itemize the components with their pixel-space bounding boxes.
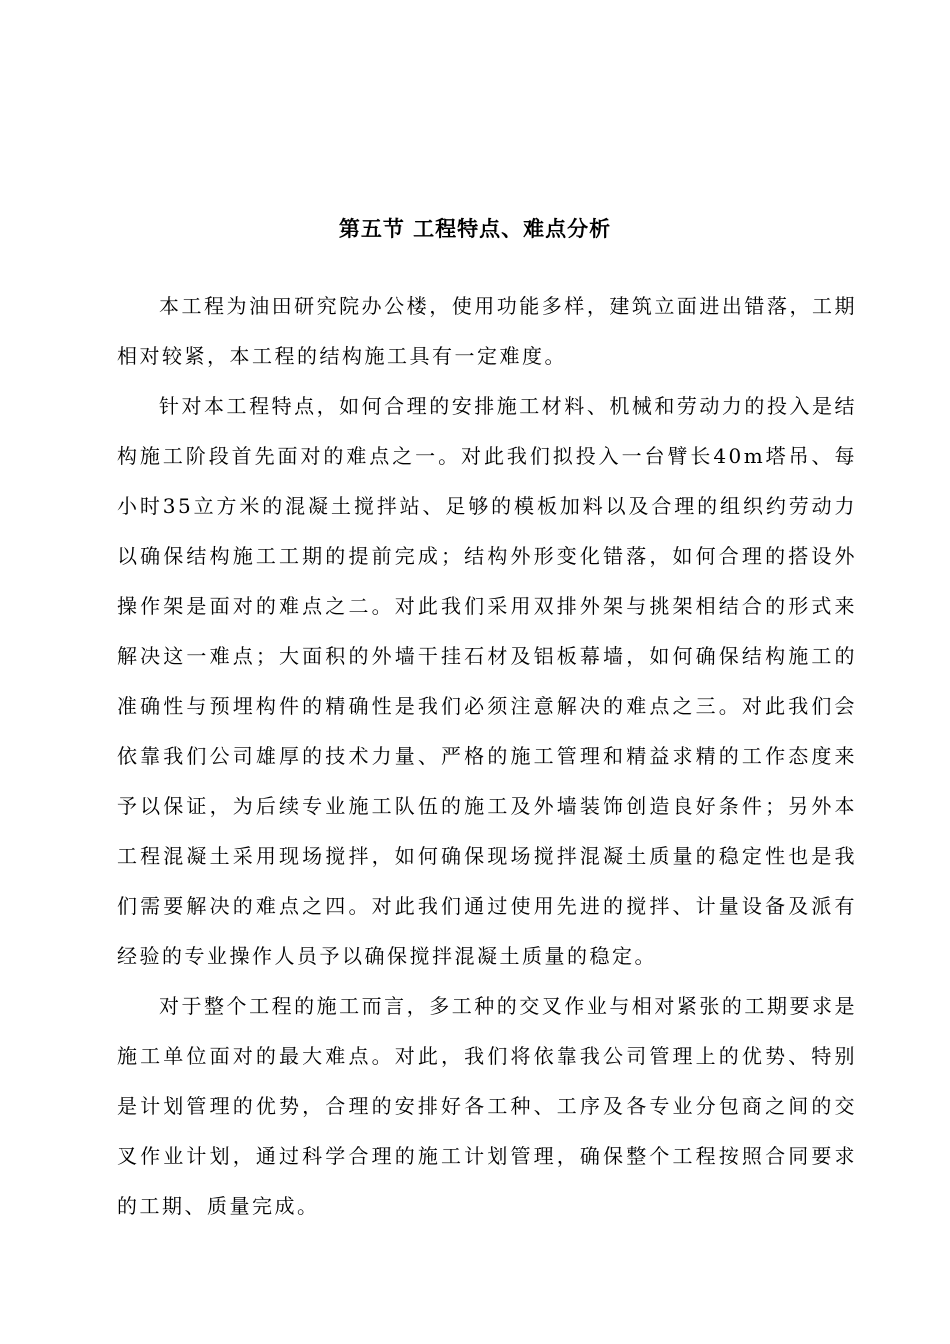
paragraph-project-overview: 本工程为油田研究院办公楼，使用功能多样，建筑立面进出错落，工期相对较紧，本工程的结构施工具有一定难度。 [117,294,857,368]
section-title: 第五节 工程特点、难点分析 [338,217,612,241]
paragraph-difficulties: 针对本工程特点，如何合理的安排施工材料、机械和劳动力的投入是结构施工阶段首先面对的难点之一。对此我们拟投入一台臂长40m塔吊、每小时35立方米的混凝土搅拌站、足够的模板加料以及合理的组织约劳动力以确保结构施工工期的提前完成；结构外形变化错落，如何合理的搭设外操作架是面对的难点之二。对此我们采用双排外架与挑架相结合的形式来解决这一难点；大面积的外墙干挂石材及铝板幕墙，如何确保结构施工的准确性与预埋构件的精确性是我们必须注意解决的难点之三。对此我们会依靠我们公司雄厚的技术力量、严格的施工管理和精益求精的工作态度来予以保证，为后续专业施工队伍的施工及外墙装饰创造良好条件；另外本工程混凝土采用现场搅拌，如何确保现场搅拌混凝土质量的稳定性也是我们需要解决的难点之四。对此我们通过使用先进的搅拌、计量设备及派有经验的专业操作人员予以确保搅拌混凝土质量的稳定。 [117,394,857,968]
document-body [117,281,857,1231]
paragraph-main-difficulty: 对于整个工程的施工而言，多工种的交叉作业与相对紧张的工期要求是施工单位面对的最大难点。对此，我们将依靠我公司管理上的优势、特别是计划管理的优势，合理的安排好各工种、工序及各专业分包商之间的交叉作业计划，通过科学合理的施工计划管理，确保整个工程按照合同要求的工期、质量完成。 [117,994,857,1218]
